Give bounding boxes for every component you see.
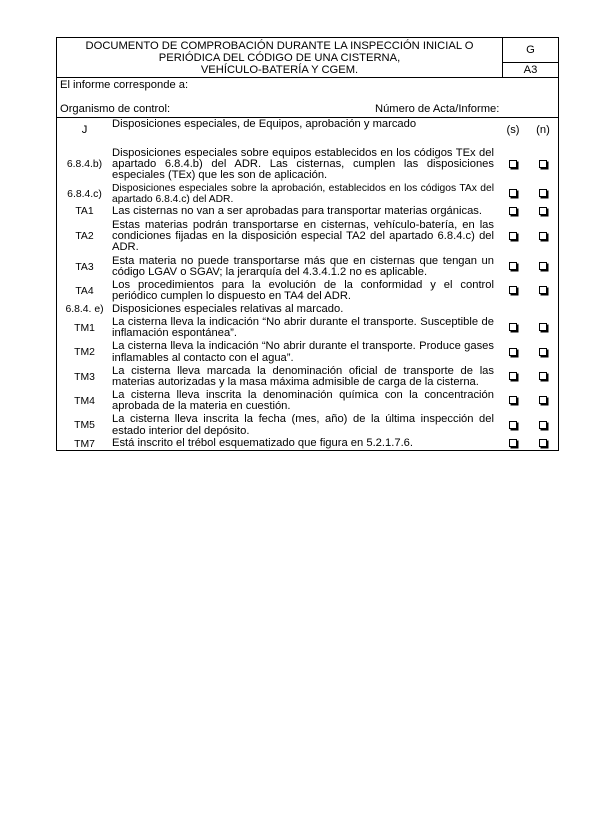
title-line-2: PERIÓDICA DEL CÓDIGO DE UNA CISTERNA, — [158, 52, 401, 64]
item-text: Está inscrito el trébol esquematizado que figura en 5.2.1.7.6. — [112, 437, 414, 450]
item-code: TA1 — [75, 206, 94, 217]
document-body — [56, 78, 559, 451]
checkbox-n[interactable] — [539, 160, 547, 168]
document-code: G — [503, 38, 558, 63]
item-code: TM1 — [74, 322, 95, 334]
checkbox-s[interactable] — [509, 207, 517, 215]
list-item — [57, 205, 558, 218]
col-s-cell — [498, 231, 528, 243]
checkbox-n[interactable] — [539, 262, 547, 270]
checkbox-n[interactable] — [539, 207, 547, 215]
item-text: La cisterna lleva inscrita la fecha (mes, año) de la última inspección del estado interior del depósito. — [112, 413, 494, 437]
item-code: 6.8.4.b) — [66, 159, 103, 170]
col-s-cell — [498, 261, 528, 273]
item-code: TM7 — [74, 438, 95, 450]
list-item — [57, 389, 558, 413]
checkbox-n[interactable] — [539, 372, 547, 380]
item-code: 6.8.4. e) — [65, 304, 104, 315]
item-text: La cisterna lleva marcada la denominación oficial de transporte de las materias autorizadas y la masa máxima admisible de carga de la cisterna. — [112, 364, 494, 388]
checkbox-n[interactable] — [539, 232, 547, 240]
list-item — [57, 365, 558, 389]
header-col-s: (s) — [506, 124, 520, 136]
document-header — [56, 37, 559, 78]
checkbox-n[interactable] — [539, 439, 547, 447]
checkbox-s[interactable] — [509, 189, 517, 197]
col-s-cell — [498, 371, 528, 383]
list-item — [57, 146, 558, 183]
checkbox-s[interactable] — [509, 372, 517, 380]
document-code-box — [503, 38, 558, 77]
col-s-cell — [498, 395, 528, 407]
col-s-cell — [498, 322, 528, 334]
item-code: TM2 — [74, 347, 95, 358]
list-item — [57, 183, 558, 205]
item-text: Los procedimientos para la evolución de la conformidad y el control periódico cumplen lo dispuesto en TA4 del ADR. — [112, 278, 494, 302]
checkbox-s[interactable] — [509, 232, 517, 240]
col-s-cell — [498, 420, 528, 432]
checkbox-s[interactable] — [509, 160, 517, 168]
checkbox-n[interactable] — [539, 421, 547, 429]
col-s-cell — [498, 159, 528, 171]
organism-label: Organismo de control: — [60, 103, 171, 115]
act-number-label: Número de Acta/Informe: — [375, 103, 500, 115]
header-code: J — [81, 124, 88, 136]
item-text: Disposiciones especiales sobre equipos establecidos en los códigos TEx del apartado 6.8.4.b) del ADR. Las cisternas, cumplen las disposiciones especiales (TEx) que les son de aplicación. — [112, 146, 494, 182]
col-n-cell — [528, 206, 558, 218]
checkbox-n[interactable] — [539, 189, 547, 197]
col-s-cell — [498, 285, 528, 297]
item-code: TA3 — [75, 261, 94, 273]
table-header — [57, 118, 558, 146]
checkbox-s[interactable] — [509, 262, 517, 270]
checkbox-s[interactable] — [509, 396, 517, 404]
sheet-number: A3 — [523, 64, 538, 76]
col-n-cell — [528, 188, 558, 200]
col-n-cell — [528, 420, 558, 432]
requirements-list — [57, 146, 558, 450]
item-code: TA4 — [75, 285, 94, 297]
col-s-cell — [498, 188, 528, 200]
checkbox-n[interactable] — [539, 286, 547, 294]
document-title — [57, 38, 503, 77]
col-n-cell — [528, 322, 558, 334]
list-item — [57, 438, 558, 450]
col-s-cell — [498, 206, 528, 218]
checkbox-s[interactable] — [509, 286, 517, 294]
item-code: TM4 — [74, 395, 95, 407]
item-text: La cisterna lleva la indicación “No abrir durante el transporte. Susceptible de inflamación espontánea”. — [112, 315, 494, 339]
report-label: El informe corresponde a: — [60, 79, 189, 91]
checkbox-s[interactable] — [509, 323, 517, 331]
item-text: Esta materia no puede transportarse más que en cisternas que tengan un código LGAV o SGAV; la jerarquía del 4.3.4.1.2 no es aplicable. — [112, 254, 494, 278]
col-n-cell — [528, 159, 558, 171]
col-n-cell — [528, 438, 558, 450]
col-n-cell — [528, 231, 558, 243]
item-text: Estas materias podrán transportarse en cisternas, vehículo-batería, en las condiciones fijadas en la disposición especial TA2 del apartado 6.8.4.c) del ADR. — [112, 218, 494, 254]
list-item — [57, 340, 558, 365]
list-item — [57, 316, 558, 340]
col-n-cell — [528, 371, 558, 383]
list-item — [57, 413, 558, 438]
checkbox-n[interactable] — [539, 396, 547, 404]
inspection-document — [56, 37, 559, 451]
item-text: La cisterna lleva la indicación “No abrir durante el transporte. Produce gases inflamables al contacto con el agua”. — [112, 340, 494, 364]
title-line-1: DOCUMENTO DE COMPROBACIÓN DURANTE LA INSPECCIÓN INICIAL O — [85, 40, 474, 52]
col-s-cell — [498, 438, 528, 450]
item-text: La cisterna lleva inscrita la denominación química con la concentración aprobada de la materia en cuestión. — [112, 388, 494, 412]
list-item — [57, 279, 558, 303]
item-text: Disposiciones especiales relativas al marcado. — [112, 302, 344, 315]
col-n-cell — [528, 261, 558, 273]
col-s-cell — [498, 347, 528, 359]
item-text: Las cisternas no van a ser aprobadas para transportar materias orgánicas. — [112, 204, 483, 217]
item-code: 6.8.4.c) — [67, 188, 102, 200]
checkbox-s[interactable] — [509, 421, 517, 429]
header-col-n: (n) — [536, 124, 550, 136]
item-code: TM5 — [74, 420, 95, 431]
col-n-cell — [528, 285, 558, 297]
item-code: TA2 — [75, 231, 94, 242]
checkbox-n[interactable] — [539, 323, 547, 331]
checkbox-n[interactable] — [539, 348, 547, 356]
checkbox-s[interactable] — [509, 348, 517, 356]
list-item — [57, 218, 558, 255]
col-n-cell — [528, 347, 558, 359]
header-text: Disposiciones especiales, de Equipos, aprobación y marcado — [112, 118, 417, 130]
report-info — [57, 78, 558, 118]
item-code: TM3 — [74, 371, 95, 383]
item-text: Disposiciones especiales sobre la aprobación, establecidos en los códigos TAx del apartado 6.8.4.c) del ADR. — [112, 182, 494, 205]
checkbox-s[interactable] — [509, 439, 517, 447]
title-line-3: VEHÍCULO-BATERÍA Y CGEM. — [200, 64, 359, 76]
list-item — [57, 303, 558, 316]
list-item — [57, 255, 558, 279]
col-n-cell — [528, 395, 558, 407]
